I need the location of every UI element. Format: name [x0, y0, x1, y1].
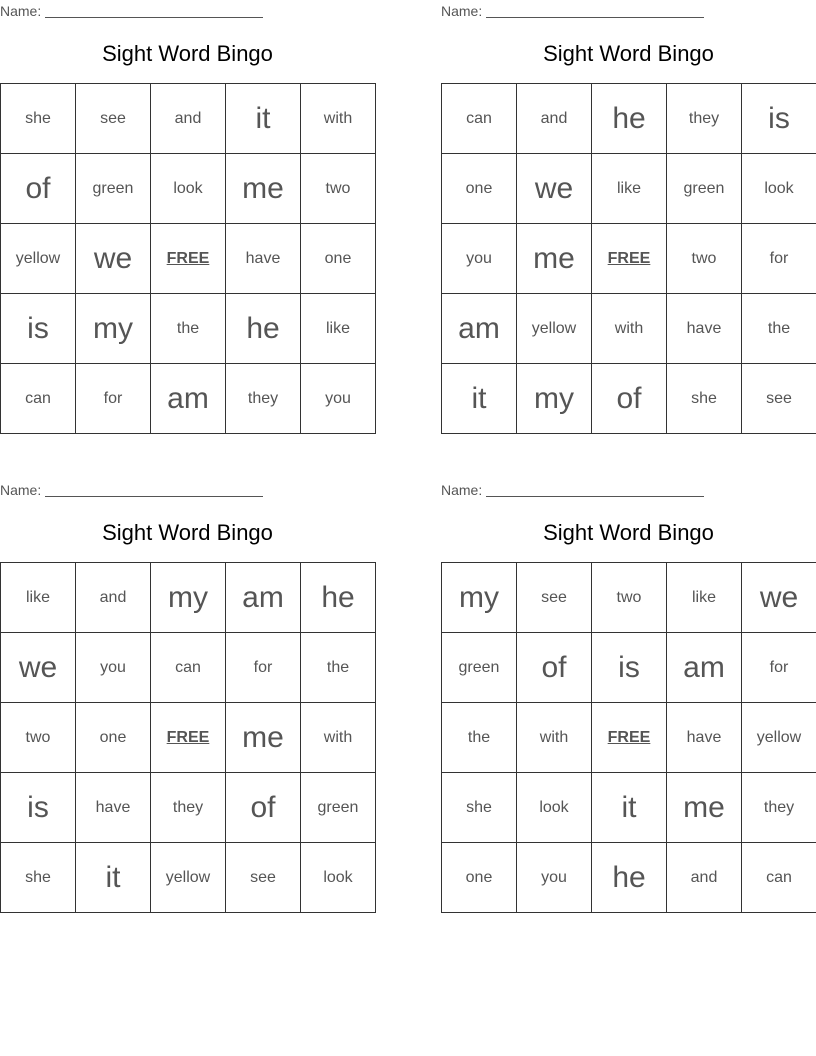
bingo-cell: the	[151, 294, 226, 364]
name-label: Name:	[0, 3, 42, 19]
bingo-cell: she	[667, 364, 742, 434]
bingo-cell: she	[1, 84, 76, 154]
bingo-cell: you	[76, 633, 151, 703]
bingo-card	[441, 479, 816, 919]
bingo-cell: green	[442, 633, 517, 703]
bingo-cell: can	[742, 843, 816, 913]
bingo-cell: it	[76, 843, 151, 913]
bingo-cell: you	[517, 843, 592, 913]
bingo-cell: look	[517, 773, 592, 843]
bingo-row	[442, 84, 816, 154]
bingo-grid	[441, 83, 816, 434]
name-field[interactable]	[0, 3, 263, 19]
free-space-cell: FREE	[151, 224, 226, 294]
bingo-cell: is	[592, 633, 667, 703]
bingo-cell: my	[517, 364, 592, 434]
bingo-cell: they	[667, 84, 742, 154]
bingo-row	[1, 364, 376, 434]
bingo-row	[1, 843, 376, 913]
bingo-cell: you	[301, 364, 376, 434]
bingo-cell: he	[226, 294, 301, 364]
bingo-row	[1, 703, 376, 773]
name-field[interactable]	[441, 3, 704, 19]
bingo-cell: can	[1, 364, 76, 434]
bingo-cell: with	[517, 703, 592, 773]
bingo-cell: is	[742, 84, 816, 154]
bingo-card	[0, 0, 375, 440]
bingo-cell: me	[517, 224, 592, 294]
bingo-cell: can	[151, 633, 226, 703]
bingo-cell: look	[151, 154, 226, 224]
bingo-cell: see	[226, 843, 301, 913]
bingo-cell: for	[226, 633, 301, 703]
bingo-cell: it	[442, 364, 517, 434]
bingo-cell: my	[151, 563, 226, 633]
bingo-row	[442, 843, 816, 913]
bingo-grid	[0, 83, 376, 434]
bingo-cell: with	[301, 703, 376, 773]
bingo-cell: have	[76, 773, 151, 843]
card-title: Sight Word Bingo	[102, 520, 273, 545]
bingo-cell: am	[226, 563, 301, 633]
bingo-cell: have	[667, 703, 742, 773]
bingo-cell: of	[1, 154, 76, 224]
bingo-row	[442, 364, 816, 434]
bingo-cell: it	[592, 773, 667, 843]
bingo-row	[1, 154, 376, 224]
bingo-cell: yellow	[517, 294, 592, 364]
bingo-row	[442, 703, 816, 773]
card-title: Sight Word Bingo	[543, 41, 714, 66]
bingo-cell: two	[667, 224, 742, 294]
bingo-cell: and	[151, 84, 226, 154]
bingo-row	[1, 294, 376, 364]
bingo-grid	[441, 562, 816, 913]
bingo-cell: my	[442, 563, 517, 633]
bingo-cell: one	[301, 224, 376, 294]
card-title: Sight Word Bingo	[543, 520, 714, 545]
bingo-cell: have	[667, 294, 742, 364]
bingo-cell: you	[442, 224, 517, 294]
bingo-cell: we	[742, 563, 816, 633]
name-underline[interactable]	[486, 16, 704, 18]
bingo-cell: am	[667, 633, 742, 703]
bingo-cell: am	[151, 364, 226, 434]
bingo-cell: the	[442, 703, 517, 773]
bingo-cell: see	[76, 84, 151, 154]
bingo-cell: he	[592, 84, 667, 154]
name-label: Name:	[0, 482, 42, 498]
bingo-cell: one	[442, 154, 517, 224]
name-underline[interactable]	[45, 495, 263, 497]
bingo-cell: can	[442, 84, 517, 154]
bingo-row	[442, 633, 816, 703]
bingo-cell: she	[442, 773, 517, 843]
bingo-cell: he	[301, 563, 376, 633]
free-space-cell: FREE	[592, 224, 667, 294]
bingo-cell: green	[76, 154, 151, 224]
bingo-cell: green	[667, 154, 742, 224]
bingo-cell: is	[1, 773, 76, 843]
bingo-cell: she	[1, 843, 76, 913]
bingo-cell: like	[1, 563, 76, 633]
bingo-cell: we	[1, 633, 76, 703]
bingo-cell: my	[76, 294, 151, 364]
bingo-row	[1, 84, 376, 154]
name-field[interactable]	[0, 482, 263, 498]
card-title: Sight Word Bingo	[102, 41, 273, 66]
bingo-cell: green	[301, 773, 376, 843]
bingo-cell: he	[592, 843, 667, 913]
bingo-cell: of	[592, 364, 667, 434]
bingo-row	[442, 224, 816, 294]
name-underline[interactable]	[486, 495, 704, 497]
bingo-row	[442, 154, 816, 224]
bingo-cell: and	[667, 843, 742, 913]
bingo-cell: two	[1, 703, 76, 773]
bingo-row	[1, 773, 376, 843]
bingo-cell: and	[76, 563, 151, 633]
bingo-cell: yellow	[742, 703, 816, 773]
bingo-cell: we	[76, 224, 151, 294]
bingo-cell: of	[226, 773, 301, 843]
bingo-cell: two	[592, 563, 667, 633]
bingo-cell: look	[301, 843, 376, 913]
bingo-cell: and	[517, 84, 592, 154]
bingo-cell: for	[742, 224, 816, 294]
bingo-row	[1, 563, 376, 633]
bingo-cell: they	[226, 364, 301, 434]
bingo-row	[442, 294, 816, 364]
bingo-row	[442, 773, 816, 843]
name-label: Name:	[441, 3, 483, 19]
bingo-cell: see	[517, 563, 592, 633]
name-label: Name:	[441, 482, 483, 498]
bingo-cell: for	[76, 364, 151, 434]
bingo-cell: with	[301, 84, 376, 154]
bingo-card	[441, 0, 816, 440]
bingo-cell: the	[301, 633, 376, 703]
bingo-cell: me	[226, 154, 301, 224]
bingo-cell: like	[592, 154, 667, 224]
bingo-cell: the	[742, 294, 816, 364]
free-space-cell: FREE	[151, 703, 226, 773]
bingo-cell: of	[517, 633, 592, 703]
bingo-cell: with	[592, 294, 667, 364]
bingo-cell: me	[667, 773, 742, 843]
free-space-cell: FREE	[592, 703, 667, 773]
name-field[interactable]	[441, 482, 704, 498]
bingo-row	[1, 224, 376, 294]
bingo-row	[1, 633, 376, 703]
bingo-cell: yellow	[151, 843, 226, 913]
bingo-cell: is	[1, 294, 76, 364]
bingo-cell: like	[667, 563, 742, 633]
bingo-cell: for	[742, 633, 816, 703]
bingo-cell: me	[226, 703, 301, 773]
bingo-cell: see	[742, 364, 816, 434]
name-underline[interactable]	[45, 16, 263, 18]
bingo-cell: two	[301, 154, 376, 224]
bingo-cell: look	[742, 154, 816, 224]
bingo-cell: it	[226, 84, 301, 154]
bingo-cell: they	[151, 773, 226, 843]
bingo-grid	[0, 562, 376, 913]
bingo-cell: one	[76, 703, 151, 773]
bingo-row	[442, 563, 816, 633]
bingo-cell: like	[301, 294, 376, 364]
bingo-cell: they	[742, 773, 816, 843]
bingo-cell: have	[226, 224, 301, 294]
bingo-cell: one	[442, 843, 517, 913]
bingo-cell: am	[442, 294, 517, 364]
bingo-cell: yellow	[1, 224, 76, 294]
bingo-cell: we	[517, 154, 592, 224]
bingo-card	[0, 479, 375, 919]
